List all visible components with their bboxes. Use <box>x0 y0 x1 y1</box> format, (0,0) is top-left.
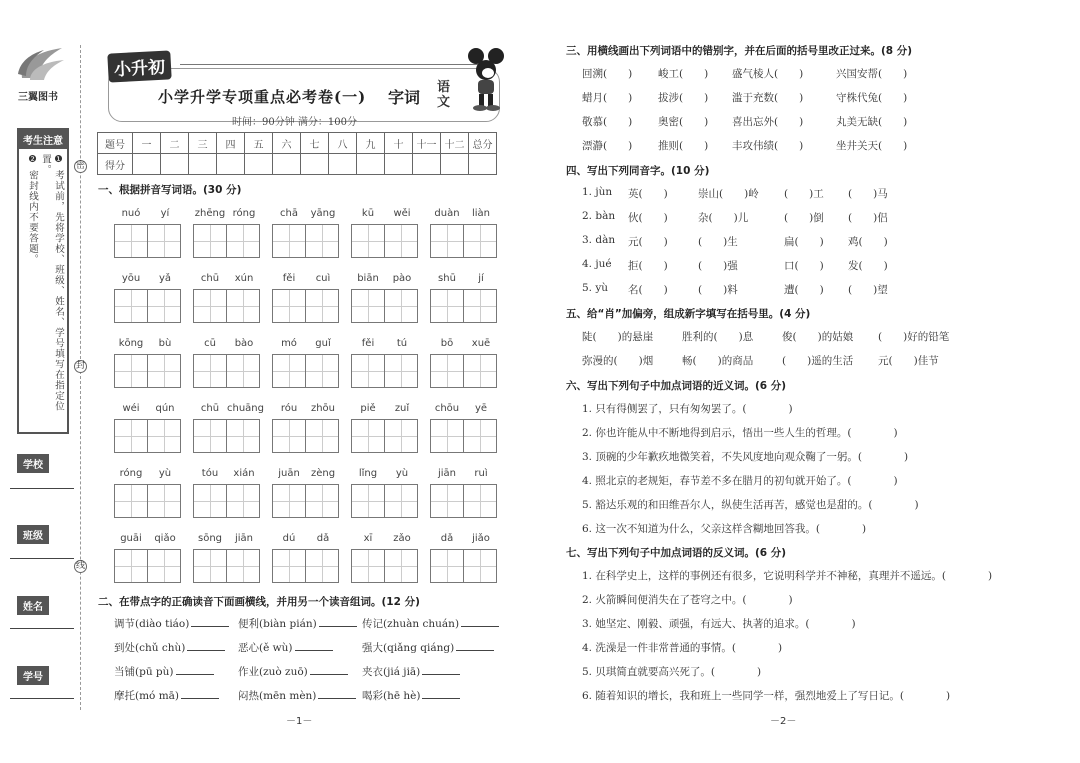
antonym-list <box>582 568 1052 712</box>
pinyin-syllable: zhōu <box>310 403 336 414</box>
pinyin-syllable: róng <box>232 208 256 219</box>
writing-box[interactable] <box>430 549 464 583</box>
logo <box>14 44 70 86</box>
homophone-item[interactable]: 口( ) <box>784 260 824 272</box>
header-tag: 小升初 <box>107 50 171 82</box>
homophone-item[interactable]: ( )强 <box>698 260 738 272</box>
answer-blank[interactable] <box>318 688 356 699</box>
section3-title: 三、用横线画出下列词语中的错别字，并在后面的括号里改正过来。(8 分) <box>566 45 913 57</box>
reading-word: 喝彩(hē hè) <box>362 690 421 702</box>
homophone-item[interactable]: ( )马 <box>848 188 888 200</box>
writing-box[interactable] <box>305 354 339 388</box>
writing-box[interactable] <box>147 419 181 453</box>
score-cell: 八 <box>329 133 357 154</box>
radical-item[interactable]: 畅( )的商品 <box>682 355 754 367</box>
score-value-row <box>98 154 497 175</box>
synonym-item[interactable]: 1. 只有得侧罢了，只有匆匆罢了。( ) <box>582 403 793 415</box>
homophone-item[interactable]: ( )生 <box>698 236 738 248</box>
score-cell: 四 <box>217 133 245 154</box>
writing-box[interactable] <box>193 549 227 583</box>
writing-box[interactable] <box>305 224 339 258</box>
writing-box[interactable] <box>272 549 306 583</box>
pinyin-syllable: shū <box>438 273 456 284</box>
reading-item <box>362 640 494 655</box>
pinyin-syllable: wéi <box>122 403 140 414</box>
writing-box[interactable] <box>351 549 385 583</box>
typo-item[interactable]: 丸美无缺( ) <box>836 116 908 128</box>
reading-word: 强大(qiǎng qiáng) <box>362 642 455 654</box>
score-input[interactable] <box>357 154 385 175</box>
mascot-icon <box>466 46 506 112</box>
topic-title: 字词 <box>388 88 421 107</box>
score-cell: 十二 <box>441 133 469 154</box>
radical-item[interactable]: 陡( )的悬崖 <box>582 331 654 343</box>
writing-box[interactable] <box>193 224 227 258</box>
writing-box[interactable] <box>430 419 464 453</box>
section1-title: 一、根据拼音写词语。(30 分) <box>98 184 242 196</box>
pinyin-syllable: jiān <box>234 533 254 544</box>
synonym-item[interactable]: 4. 照北京的老规矩，春节差不多在腊月的初旬就开始了。( ) <box>582 475 898 487</box>
seal-line <box>80 45 81 710</box>
pinyin-syllable: jiān <box>437 468 457 479</box>
writing-box[interactable] <box>193 289 227 323</box>
reading-word: 恶心(ě wù) <box>238 642 293 654</box>
writing-box[interactable] <box>305 484 339 518</box>
writing-box[interactable] <box>114 354 148 388</box>
school-field[interactable] <box>10 488 74 489</box>
pinyin-syllable: kōng <box>118 338 144 349</box>
typo-item[interactable]: 守株代兔( ) <box>836 92 908 104</box>
homophone-pinyin: 4. jué <box>582 258 612 270</box>
homophone-item[interactable]: ( )望 <box>848 284 888 296</box>
pinyin-syllable: cū <box>204 338 216 349</box>
typo-item[interactable]: 推则( ) <box>658 140 709 152</box>
homophone-item[interactable]: 拒( ) <box>628 260 668 272</box>
writing-box[interactable] <box>463 354 497 388</box>
reading-word: 闷热(mēn mèn) <box>238 690 317 702</box>
synonym-item[interactable]: 3. 顶碗的少年歉疚地微笑着，不失风度地向观众鞠了一躬。( ) <box>582 451 909 463</box>
writing-box[interactable] <box>351 224 385 258</box>
score-input[interactable] <box>469 154 497 175</box>
homophone-pinyin: 1. jùn <box>582 186 613 198</box>
synonym-item[interactable]: 2. 你也许能从中不断地得到启示，悟出一些人生的哲理。( ) <box>582 427 898 439</box>
pinyin-syllable: róu <box>280 403 298 414</box>
writing-box[interactable] <box>430 354 464 388</box>
writing-box[interactable] <box>272 484 306 518</box>
score-cell: 得分 <box>98 154 133 175</box>
antonym-item[interactable]: 1. 在科学史上，这样的事例还有很多，它说明科学并不神秘，真理并不遥远。( ) <box>582 570 993 582</box>
seal-char: 密 <box>75 161 85 171</box>
answer-blank[interactable] <box>191 616 229 627</box>
writing-box[interactable] <box>463 549 497 583</box>
logo-icon <box>14 44 70 86</box>
synonym-list <box>582 401 1052 545</box>
score-cell: 题号 <box>98 133 133 154</box>
homophone-item[interactable]: ( )侣 <box>848 212 888 224</box>
answer-blank[interactable] <box>176 664 214 675</box>
pinyin-syllable: zhēng <box>194 208 226 219</box>
homophone-item[interactable]: 英( ) <box>628 188 668 200</box>
writing-box[interactable] <box>193 419 227 453</box>
score-input[interactable] <box>161 154 189 175</box>
typo-item[interactable]: 漂瀞( ) <box>582 140 633 152</box>
score-cell: 十 <box>385 133 413 154</box>
class-label: 班级 <box>17 525 49 544</box>
seal-char: 封 <box>75 361 85 371</box>
pinyin-syllable: mó <box>281 338 297 349</box>
pinyin-syllable: yù <box>395 468 409 479</box>
name-field[interactable] <box>10 628 74 629</box>
answer-blank[interactable] <box>310 664 348 675</box>
pinyin-syllable: fěi <box>282 273 296 284</box>
time-info: 时间：90分钟 满分：100分 <box>232 117 357 128</box>
homophone-pinyin: 2. bàn <box>582 210 616 222</box>
pinyin-syllable: yǎ <box>158 273 172 284</box>
pinyin-syllable: tú <box>396 338 408 349</box>
writing-box[interactable] <box>384 549 418 583</box>
pinyin-syllable: qiǎo <box>154 533 176 544</box>
reading-item <box>362 688 460 703</box>
section6-title: 六、写出下列句子中加点词语的近义词。(6 分) <box>566 380 787 392</box>
writing-box[interactable] <box>147 549 181 583</box>
homophone-item[interactable]: 发( ) <box>848 260 888 272</box>
pinyin-syllable: tóu <box>201 468 219 479</box>
reading-item <box>114 616 229 631</box>
pinyin-syllable: nuó <box>121 208 141 219</box>
pinyin-syllable: xián <box>233 468 255 479</box>
notice-title: 考生注意 <box>19 130 67 149</box>
typo-item[interactable]: 拔涉( ) <box>658 92 709 104</box>
writing-box[interactable] <box>272 289 306 323</box>
writing-box[interactable] <box>147 289 181 323</box>
pinyin-syllable: sōng <box>197 533 222 544</box>
writing-box[interactable] <box>351 354 385 388</box>
antonym-item[interactable]: 5. 贝琪简直就要高兴死了。( ) <box>582 666 762 678</box>
pinyin-syllable: ruì <box>474 468 488 479</box>
writing-box[interactable] <box>272 419 306 453</box>
name-label: 姓名 <box>17 596 49 615</box>
score-cell: 六 <box>273 133 301 154</box>
writing-box[interactable] <box>226 289 260 323</box>
writing-box[interactable] <box>272 354 306 388</box>
typo-item[interactable]: 滥于充数( ) <box>732 92 804 104</box>
homophone-item[interactable]: 杂( )儿 <box>698 212 749 224</box>
writing-box[interactable] <box>430 224 464 258</box>
page-number: －2－ <box>770 716 797 727</box>
score-input[interactable] <box>273 154 301 175</box>
homophone-item[interactable]: ( )工 <box>784 188 824 200</box>
answer-blank[interactable] <box>187 640 225 651</box>
writing-box[interactable] <box>226 419 260 453</box>
reading-item <box>238 616 357 631</box>
antonym-item[interactable]: 2. 火箭瞬间便消失在了苍穹之中。( ) <box>582 594 793 606</box>
typo-list <box>582 66 1052 162</box>
pinyin-syllable: biān <box>357 273 379 284</box>
writing-box[interactable] <box>430 484 464 518</box>
answer-blank[interactable] <box>319 616 357 627</box>
synonym-item[interactable]: 6. 这一次不知道为什么，父亲这样含糊地回答我。( ) <box>582 523 867 535</box>
score-input[interactable] <box>385 154 413 175</box>
score-cell: 七 <box>301 133 329 154</box>
typo-item[interactable]: 坐井关天( ) <box>836 140 908 152</box>
writing-box[interactable] <box>147 484 181 518</box>
pinyin-syllable: yí <box>160 208 170 219</box>
writing-box[interactable] <box>147 224 181 258</box>
pinyin-syllable: duàn <box>434 208 460 219</box>
notice-item: ❶ 考试前，先将学校、班级、姓名、学号填写在指定位置。 <box>40 154 64 412</box>
homophone-item[interactable]: 崇山( )岭 <box>698 188 759 200</box>
score-cell: 九 <box>357 133 385 154</box>
reading-item <box>362 664 460 679</box>
homophone-item[interactable]: 扁( ) <box>784 236 824 248</box>
class-field[interactable] <box>10 558 74 559</box>
antonym-item[interactable]: 3. 她坚定、刚毅、顽强，有远大、执著的追求。( ) <box>582 618 856 630</box>
homophone-item[interactable]: 伙( ) <box>628 212 668 224</box>
page-number: －1－ <box>286 716 313 727</box>
homophone-item[interactable]: 元( ) <box>628 236 668 248</box>
writing-box[interactable] <box>114 484 148 518</box>
pinyin-syllable: bào <box>234 338 254 349</box>
homophone-item[interactable]: 鸡( ) <box>848 236 888 248</box>
reading-word: 到处(chǔ chù) <box>114 642 186 654</box>
pinyin-syllable: piě <box>360 403 376 414</box>
pinyin-grid <box>114 208 504 588</box>
pinyin-syllable: xún <box>234 273 254 284</box>
typo-item[interactable]: 喜出忘外( ) <box>732 116 804 128</box>
pinyin-syllable: lǐng <box>358 468 378 479</box>
answer-blank[interactable] <box>461 616 499 627</box>
reading-list <box>114 616 514 712</box>
pinyin-syllable: guāi <box>120 533 142 544</box>
writing-box[interactable] <box>384 289 418 323</box>
pinyin-syllable: chū <box>200 273 220 284</box>
pinyin-syllable: kū <box>361 208 375 219</box>
score-cell: 三 <box>189 133 217 154</box>
pinyin-syllable: juān <box>278 468 300 479</box>
pinyin-syllable: zǎo <box>393 533 411 544</box>
reading-item <box>238 688 356 703</box>
homophone-pinyin: 3. dàn <box>582 234 616 246</box>
pinyin-syllable: qún <box>155 403 175 414</box>
pinyin-syllable: pào <box>392 273 412 284</box>
writing-box[interactable] <box>463 224 497 258</box>
writing-box[interactable] <box>272 224 306 258</box>
writing-box[interactable] <box>193 354 227 388</box>
score-input[interactable] <box>441 154 469 175</box>
pinyin-syllable: yē <box>474 403 488 414</box>
reading-word: 调节(diào tiáo) <box>114 618 190 630</box>
homophone-item[interactable]: 名( ) <box>628 284 668 296</box>
pinyin-syllable: yāng <box>310 208 336 219</box>
writing-box[interactable] <box>114 289 148 323</box>
pinyin-syllable: xuē <box>471 338 491 349</box>
pinyin-syllable: fěi <box>361 338 375 349</box>
writing-box[interactable] <box>193 484 227 518</box>
writing-box[interactable] <box>305 419 339 453</box>
writing-box[interactable] <box>430 289 464 323</box>
homophone-item[interactable]: 遭( ) <box>784 284 824 296</box>
score-cell: 五 <box>245 133 273 154</box>
section5-title: 五、给“肖”加偏旁，组成新字填写在括号里。(4 分) <box>566 308 811 320</box>
writing-box[interactable] <box>114 549 148 583</box>
student-id-field[interactable] <box>10 698 74 699</box>
homophone-item[interactable]: ( )料 <box>698 284 738 296</box>
typo-item[interactable]: 盛气棱人( ) <box>732 68 804 80</box>
radical-item[interactable]: 胜利的( )息 <box>682 331 754 343</box>
typo-item[interactable]: 丰攻伟绩( ) <box>732 140 804 152</box>
typo-item[interactable]: 峻工( ) <box>658 68 709 80</box>
header-rule <box>180 64 480 65</box>
pinyin-syllable: liàn <box>471 208 491 219</box>
pinyin-syllable: guǐ <box>315 338 331 349</box>
pinyin-syllable: cuì <box>315 273 331 284</box>
writing-box[interactable] <box>114 224 148 258</box>
pinyin-syllable: zuǐ <box>394 403 410 414</box>
page-title: 小学升学专项重点必考卷(一) <box>158 88 367 106</box>
pinyin-syllable: jiǎo <box>472 533 490 544</box>
homophone-item[interactable]: ( )倒 <box>784 212 824 224</box>
subject-label: 语文 <box>437 80 451 110</box>
reading-word: 摩托(mó mā) <box>114 690 180 702</box>
reading-word: 当铺(pū pù) <box>114 666 174 678</box>
pinyin-syllable: jí <box>478 273 484 284</box>
radical-item[interactable]: ( )遥的生活 <box>782 355 854 367</box>
score-cell: 一 <box>133 133 161 154</box>
writing-box[interactable] <box>384 224 418 258</box>
section7-title: 七、写出下列句子中加点词语的反义词。(6 分) <box>566 547 787 559</box>
antonym-item[interactable]: 6. 随着知识的增长，我和班上一些同学一样，强烈地爱上了写日记。( ) <box>582 690 951 702</box>
reading-item <box>362 616 499 631</box>
writing-box[interactable] <box>384 354 418 388</box>
homophone-list <box>582 186 1052 306</box>
radical-item[interactable]: ( )好的铅笔 <box>878 331 950 343</box>
typo-item[interactable]: 蜡月( ) <box>582 92 633 104</box>
school-label: 学校 <box>17 454 49 473</box>
answer-blank[interactable] <box>422 664 460 675</box>
typo-item[interactable]: 敬慕( ) <box>582 116 633 128</box>
score-input[interactable] <box>217 154 245 175</box>
answer-blank[interactable] <box>181 688 219 699</box>
notice-item: ❷ 密封线内不要答题。 <box>27 154 38 265</box>
reading-item <box>238 640 333 655</box>
writing-box[interactable] <box>305 549 339 583</box>
writing-box[interactable] <box>226 549 260 583</box>
pinyin-syllable: chōu <box>434 403 460 414</box>
pinyin-syllable: chā <box>280 208 298 219</box>
score-input[interactable] <box>133 154 161 175</box>
pinyin-syllable: dǎ <box>440 533 454 544</box>
writing-box[interactable] <box>305 289 339 323</box>
brand-name: 三翼图书 <box>18 92 58 103</box>
typo-item[interactable]: 奥密( ) <box>658 116 709 128</box>
answer-blank[interactable] <box>422 688 460 699</box>
reading-word: 作业(zuò zuō) <box>238 666 308 678</box>
score-input[interactable] <box>245 154 273 175</box>
writing-box[interactable] <box>351 419 385 453</box>
answer-blank[interactable] <box>295 640 333 651</box>
reading-word: 夹衣(jiá jiā) <box>362 666 421 678</box>
writing-box[interactable] <box>463 289 497 323</box>
radical-item[interactable]: 弥漫的( )烟 <box>582 355 654 367</box>
score-cell: 十一 <box>413 133 441 154</box>
answer-blank[interactable] <box>456 640 494 651</box>
writing-box[interactable] <box>226 484 260 518</box>
writing-box[interactable] <box>226 354 260 388</box>
synonym-item[interactable]: 5. 豁达乐观的和田维吾尔人，纵使生活再苦，感觉也是甜的。( ) <box>582 499 919 511</box>
reading-item <box>114 688 219 703</box>
reading-item <box>238 664 348 679</box>
writing-box[interactable] <box>384 419 418 453</box>
pinyin-syllable: dǎ <box>316 533 330 544</box>
pinyin-syllable: xī <box>363 533 373 544</box>
student-id-label: 学号 <box>17 666 49 685</box>
writing-box[interactable] <box>463 419 497 453</box>
pinyin-syllable: dú <box>282 533 296 544</box>
seal-char: 线 <box>75 561 85 571</box>
pinyin-syllable: wěi <box>393 208 411 219</box>
reading-item <box>114 640 225 655</box>
pinyin-syllable: yù <box>158 468 172 479</box>
writing-box[interactable] <box>384 484 418 518</box>
typo-item[interactable]: 回溯( ) <box>582 68 633 80</box>
score-input[interactable] <box>413 154 441 175</box>
pinyin-syllable: yōu <box>121 273 141 284</box>
reading-item <box>114 664 214 679</box>
pinyin-syllable: róng <box>119 468 143 479</box>
radical-item[interactable]: 俊( )的姑娘 <box>782 331 854 343</box>
pinyin-syllable: bō <box>440 338 454 349</box>
reading-word: 便利(biàn pián) <box>238 618 317 630</box>
writing-box[interactable] <box>147 354 181 388</box>
score-cell: 二 <box>161 133 189 154</box>
typo-item[interactable]: 兴国安帮( ) <box>836 68 908 80</box>
score-input[interactable] <box>301 154 329 175</box>
homophone-pinyin: 5. yù <box>582 282 609 294</box>
section2-title: 二、在带点字的正确读音下面画横线，并用另一个读音组词。(12 分) <box>98 596 420 608</box>
pinyin-syllable: bù <box>158 338 172 349</box>
score-header-row <box>98 133 497 154</box>
radical-list <box>582 329 1052 377</box>
writing-box[interactable] <box>226 224 260 258</box>
reading-word: 传记(zhuàn chuán) <box>362 618 460 630</box>
writing-box[interactable] <box>114 419 148 453</box>
score-cell: 总分 <box>469 133 497 154</box>
pinyin-syllable: zèng <box>310 468 336 479</box>
writing-box[interactable] <box>351 484 385 518</box>
radical-item[interactable]: 元( )佳节 <box>878 355 939 367</box>
score-input[interactable] <box>189 154 217 175</box>
exam-notice <box>17 128 69 434</box>
pinyin-syllable: chū <box>200 403 220 414</box>
antonym-item[interactable]: 4. 洗澡是一件非常普通的事情。( ) <box>582 642 783 654</box>
writing-box[interactable] <box>463 484 497 518</box>
section4-title: 四、写出下列同音字。(10 分) <box>566 165 710 177</box>
pinyin-syllable: chuāng <box>227 403 264 414</box>
score-input[interactable] <box>329 154 357 175</box>
writing-box[interactable] <box>351 289 385 323</box>
score-table <box>97 132 497 175</box>
